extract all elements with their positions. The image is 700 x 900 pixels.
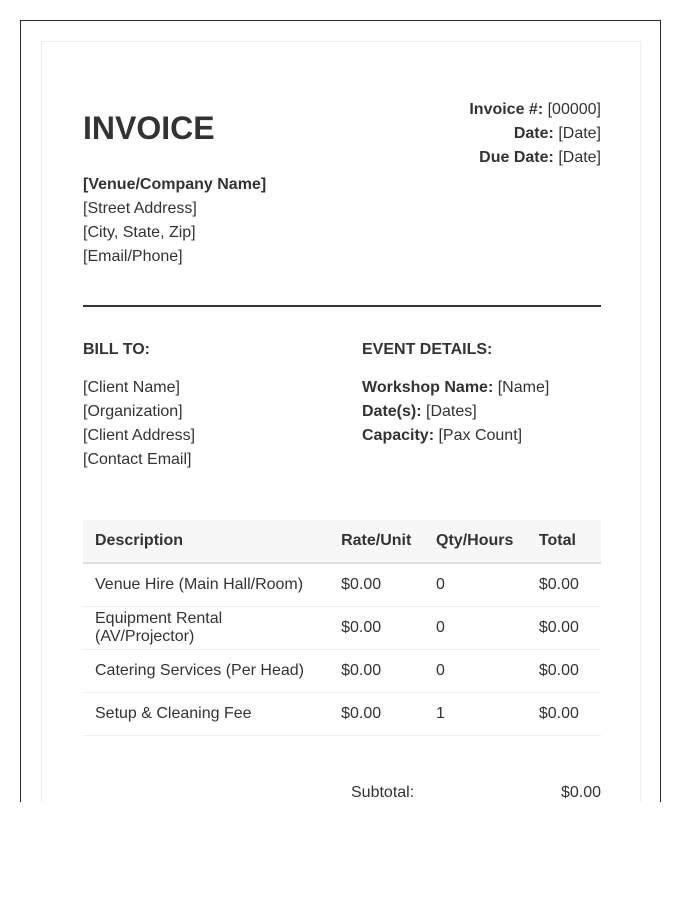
total-column-header: Total	[527, 520, 601, 563]
line-items-header	[83, 520, 601, 563]
event-dates-label: Date(s):	[362, 403, 422, 420]
item-description: Catering Services (Per Head)	[83, 650, 329, 693]
item-total: $0.00	[527, 693, 601, 736]
item-rate: $0.00	[329, 650, 424, 693]
item-total: $0.00	[527, 607, 601, 650]
sender-street: [Street Address]	[83, 200, 197, 217]
invoice-number-label: Invoice #:	[469, 101, 544, 118]
table-row	[83, 563, 601, 607]
item-qty: 0	[424, 563, 527, 607]
item-rate: $0.00	[329, 693, 424, 736]
table-row	[83, 650, 601, 693]
workshop-name-label: Workshop Name:	[362, 379, 494, 396]
event-dates-value: [Dates]	[426, 403, 477, 420]
sender-address-block	[83, 173, 266, 269]
invoice-date-value: [Date]	[558, 125, 601, 142]
item-rate: $0.00	[329, 563, 424, 607]
table-row	[83, 607, 601, 650]
qty-column-header: Qty/Hours	[424, 520, 527, 563]
client-name: [Client Name]	[83, 379, 180, 396]
invoice-date-line	[469, 122, 601, 146]
invoice-meta	[469, 98, 601, 170]
invoice-page	[41, 41, 641, 802]
item-description: Equipment Rental (AV/Projector)	[83, 607, 329, 650]
sender-city: [City, State, Zip]	[83, 224, 196, 241]
invoice-number-value: [00000]	[547, 101, 601, 118]
event-details-section	[362, 340, 549, 448]
client-address: [Client Address]	[83, 427, 196, 444]
item-description: Setup & Cleaning Fee	[83, 693, 329, 736]
header-row	[83, 520, 601, 563]
due-date-value: [Date]	[558, 149, 601, 166]
invoice-date-label: Date:	[513, 125, 554, 142]
table-row	[83, 693, 601, 736]
item-qty: 0	[424, 650, 527, 693]
capacity-value: [Pax Count]	[438, 427, 523, 444]
rate-column-header: Rate/Unit	[329, 520, 424, 563]
item-description: Venue Hire (Main Hall/Room)	[83, 563, 329, 607]
event-dates-line	[362, 400, 549, 424]
header-divider	[83, 305, 601, 307]
due-date-line	[469, 146, 601, 170]
bill-to-heading: BILL TO:	[83, 341, 150, 358]
subtotal-value: $0.00	[560, 784, 601, 801]
event-details-heading: EVENT DETAILS:	[362, 341, 493, 358]
item-rate: $0.00	[329, 607, 424, 650]
sender-name: [Venue/Company Name]	[83, 176, 267, 193]
workshop-name-value: [Name]	[497, 379, 550, 396]
workshop-name-line	[362, 376, 549, 400]
item-qty: 0	[424, 607, 527, 650]
document-viewport	[20, 20, 661, 802]
description-column-header: Description	[83, 520, 329, 563]
bill-to-section	[83, 340, 195, 472]
sender-contact: [Email/Phone]	[83, 248, 183, 265]
capacity-label: Capacity:	[362, 427, 435, 444]
subtotal-label: Subtotal:	[351, 784, 415, 801]
invoice-title: INVOICE	[83, 110, 215, 146]
item-total: $0.00	[527, 563, 601, 607]
capacity-line	[362, 424, 549, 448]
line-items-body	[83, 563, 601, 736]
line-items-table	[83, 520, 601, 736]
client-organization: [Organization]	[83, 403, 183, 420]
due-date-label: Due Date:	[479, 149, 554, 166]
invoice-number-line	[469, 98, 601, 122]
item-qty: 1	[424, 693, 527, 736]
client-email: [Contact Email]	[83, 451, 192, 468]
item-total: $0.00	[527, 650, 601, 693]
